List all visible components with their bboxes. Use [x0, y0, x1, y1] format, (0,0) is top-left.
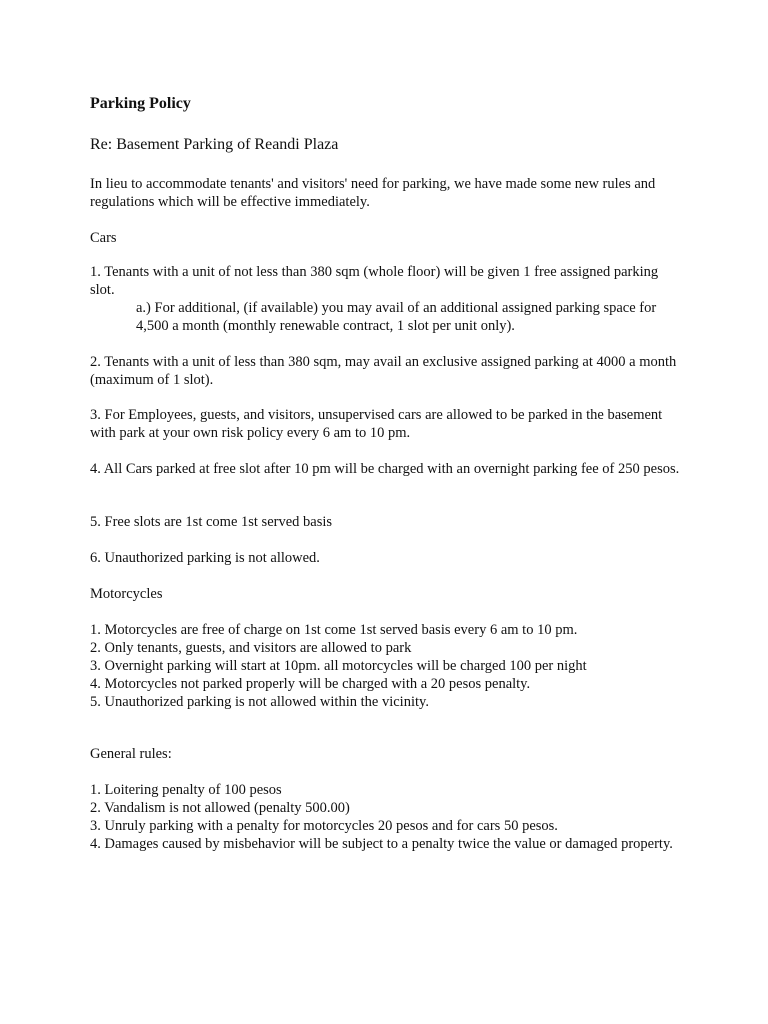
cars-rule-6: 6. Unauthorized parking is not allowed. — [90, 550, 320, 566]
intro-paragraph: In lieu to accommodate tenants' and visitors' need for parking, we have made some new rules and regulations which will be effective immediately. — [90, 176, 656, 210]
motorcycles-heading: Motorcycles — [90, 586, 163, 602]
motorcycles-rule-1: 1. Motorcycles are free of charge on 1st come 1st served basis every 6 am to 10 pm. — [90, 622, 578, 638]
page-title: Parking Policy — [90, 95, 191, 112]
general-rule-3: 3. Unruly parking with a penalty for motorcycles 20 pesos and for cars 50 pesos. — [90, 818, 558, 834]
cars-rule-3: 3. For Employees, guests, and visitors, unsupervised cars are allowed to be parked in the basement with park at your own risk policy every 6 am to 10 pm. — [90, 407, 663, 441]
cars-heading: Cars — [90, 230, 117, 246]
general-rule-1: 1. Loitering penalty of 100 pesos — [90, 782, 282, 798]
cars-rule-1: 1. Tenants with a unit of not less than 380 sqm (whole floor) will be given 1 free assigned parking slot. — [90, 264, 659, 298]
page-subtitle: Re: Basement Parking of Reandi Plaza — [90, 136, 339, 153]
general-rule-4: 4. Damages caused by misbehavior will be subject to a penalty twice the value or damaged property. — [90, 836, 673, 852]
cars-rule-2: 2. Tenants with a unit of less than 380 sqm, may avail an exclusive assigned parking at 4000 a month (maximum of 1 slot). — [90, 354, 677, 388]
cars-rule-4: 4. All Cars parked at free slot after 10 pm will be charged with an overnight parking fee of 250 pesos. — [90, 461, 680, 477]
cars-rule-1a: a.) For additional, (if available) you may avail of an additional assigned parking space for 4,500 a month (monthly renewable contract, 1 slot per unit only). — [136, 300, 657, 334]
general-rule-2: 2. Vandalism is not allowed (penalty 500.00) — [90, 800, 350, 816]
motorcycles-rule-5: 5. Unauthorized parking is not allowed within the vicinity. — [90, 694, 429, 710]
motorcycles-rule-4: 4. Motorcycles not parked properly will be charged with a 20 pesos penalty. — [90, 676, 531, 692]
motorcycles-rule-2: 2. Only tenants, guests, and visitors are allowed to park — [90, 640, 412, 656]
general-heading: General rules: — [90, 746, 172, 762]
cars-rule-5: 5. Free slots are 1st come 1st served basis — [90, 514, 333, 530]
motorcycles-rule-3: 3. Overnight parking will start at 10pm. all motorcycles will be charged 100 per night — [90, 658, 587, 674]
